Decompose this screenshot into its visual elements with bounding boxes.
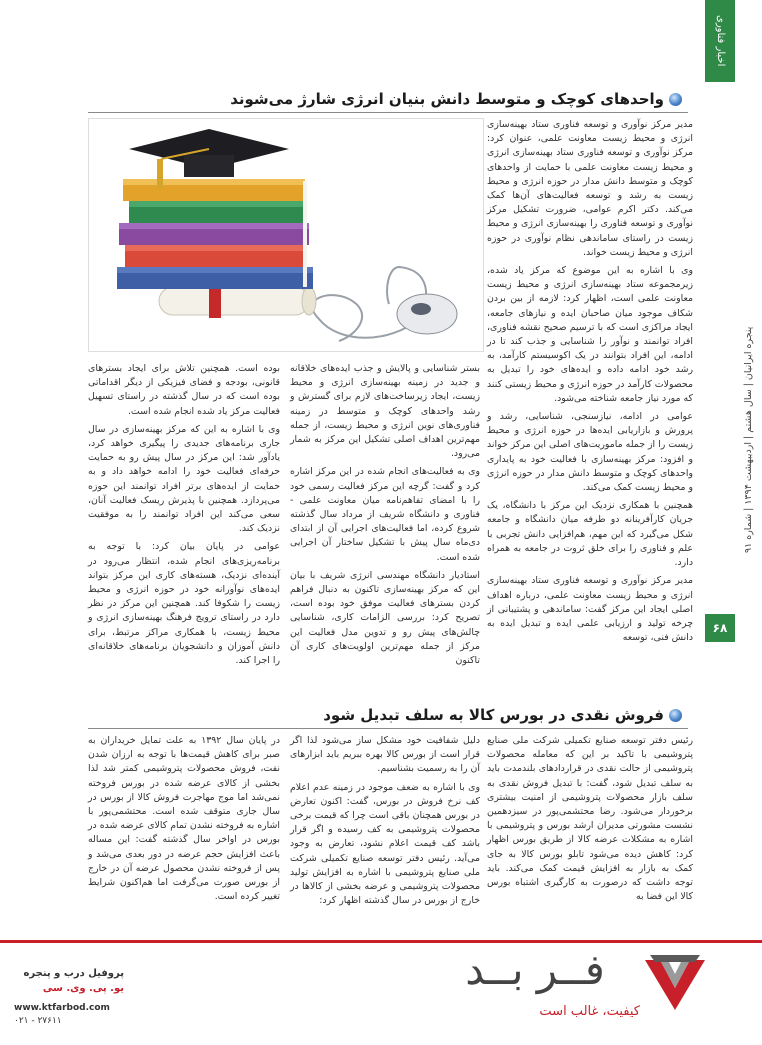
globe-bullet-icon — [669, 93, 682, 106]
paragraph: دلیل شفافیت خود مشکل ساز می‌شود لذا اگر قرار است از بورس کالا بهره ببریم باید ابزارهای آن را به رسمیت بشناسیم. — [290, 735, 480, 775]
paragraph: وی به فعالیت‌های انجام شده در این مرکز اشاره کرد و گفت: گرچه این مرکز فعالیت رسمی خود را با امضای تفاهم‌نامه میان معاونت علمی - فناوری و دانشگاه شریف از مرداد سال گذشته شروع کرده، اما فعالیت‌های اجرایی آن از ابتدای دی‌ماه سال پیش با تشکیل ساختار آن اجرایی شده است. — [290, 466, 480, 563]
books-illustration — [89, 119, 483, 351]
article2-rule — [88, 728, 688, 729]
paragraph: در پایان سال ۱۳۹۲ به علت تمایل خریداران به صبر برای کاهش قیمت‌ها با توجه به ارزان شدن نفت، فروش محصولات پتروشیمی کمتر شد لذا بخشی از کالای عرضه شده در بورس فروخته نمی‌شد اما موج مهاجرت فروش کالا از بورس در سال جاری متوقف شده است. محتشمی‌پور با اشاره به فروخته نشدن تمام کالای عرضه شده در بورس در اواخر سال گذشته گفت: این مساله باعث افزایش حجم عرضه در دور بعدی می‌شد و پس از فروخته نشدن محصول عرضه آن در خارج از بورس صورت می‌گرفت اما هم‌اکنون شرایط تغییر کرده است. — [88, 735, 280, 903]
paragraph: همچنین با همکاری نزدیک این مرکز با دانشگاه، یک جریان کارآفرینانه دو طرفه میان دانشگاه و جامعه شکل می‌گیرد که این مهم، هم‌افزایی دانش تجربی با علم و فناوری را برای خلق ثروت در جامعه به همراه دارد. — [487, 500, 693, 569]
ad-slogan: کیفیت، غالب است — [539, 1004, 640, 1019]
article2-column-1 — [487, 734, 693, 924]
ad-product-line-2: یو. پی. وی. سی — [42, 983, 124, 994]
article1-column-2 — [290, 362, 480, 667]
ad-phone: ۰۲۱ - ۲۷۶۱۱ — [14, 1016, 62, 1026]
paragraph: عوامی در پایان بیان کرد: با توجه به برنامه‌ریزی‌های انجام شده، انتظار می‌رود در آینده‌ای نزدیک، هسته‌های کاری این مرکز بتواند ایده‌های نوآورانه خود در حوزه انرژی و محیط زیست را شکوفا کند. همچنین این مرکز در نظر دارد در راستای ترویج فرهنگ بهینه‌سازی انرژی و محیط زیست، با همکاری مراکز مرتبط، برای دانش آموزان و دانشجویان برنامه‌های خلاقانه‌ای را اجرا کند. — [88, 541, 280, 667]
article1-column-3 — [88, 362, 280, 667]
ad-product-line-1: پروفیل درب و پنجره — [23, 968, 124, 979]
article1-rule — [88, 112, 688, 113]
section-tab-label: اخبار فناوری — [715, 15, 726, 67]
paragraph: عوامی در ادامه، نیازسنجی، شناسایی، رشد و پرورش و بازاریابی ایده‌ها در حوزه انرژی و محیط زیست را از جمله ماموریت‌های اصلی این مرکز خواند و افزود: مرکز بهینه‌سازی با فعالیت خود به پایداری واحدهای کوچک و متوسط دانش مدار در حوزه انرژی و محیط زیست کمک می‌کند. — [487, 411, 693, 494]
ad-brand: فــر بــد — [465, 945, 605, 994]
article2-column-3 — [88, 734, 280, 924]
paragraph: وی با اشاره به این موضوع که مرکز یاد شده، زیرمجموعه ستاد بهینه‌سازی انرژی و محیط زیست معاونت علمی است، اظهار کرد: لازمه از بین بردن شکاف موجود میان صاحبان ایده و نیازهای جامعه، ایجاد مراکزی است که با ترسیم صحیح نقشه فناوری، افراد توانمند و نوآور را شناسایی و جذب کند تا در ادامه، این افراد بتوانند در یک اکوسیستم کارآمد، به رشد خود ادامه داده و ایده‌های خود را تبدیل به محصولات کارآمد در حوزه انرژی و محیط زیستی کنند که مورد نیاز جامعه شناخته می‌شود. — [487, 265, 693, 404]
books-diploma-mouse-image — [88, 118, 484, 352]
ad-top-rule — [0, 940, 762, 943]
ad-website: www.ktfarbod.com — [14, 1003, 110, 1013]
paragraph: مدیر مرکز نوآوری و توسعه فناوری ستاد بهینه‌سازی انرژی و محیط زیست معاونت علمی، عنوان کرد: مرکز نوآوری و توسعه فناوری ستاد بهینه‌سازی انرژی و محیط زیست معاونت علمی با حمایت از واحدهای کوچک و متوسط دانش مدار در حوزه انرژی و محیط زیست به رشد و توسعه فعالیت‌های آن‌ها کمک می‌کند. دکتر اکرم عوامی، ضرورت تشکیل مرکز نوآوری و توسعه فناوری را بهینه‌سازی انرژی و محیط زیست در راستای ساماندهی نظام نوآوری در حوزه انرژی و محیط زیست خواند. — [487, 119, 693, 258]
paragraph: بستر شناسایی و پالایش و جذب ایده‌های خلاقانه و جدید در زمینه بهینه‌سازی انرژی و محیط زیست، ایجاد زیرساخت‌های لازم برای گسترش و رشد واحدهای کوچک و متوسط در زمینه فناوری‌های نوین انرژی و محیط زیست، از جمله مهم‌ترین اهداف اصلی تشکیل این مرکز به شمار می‌رود. — [290, 363, 480, 460]
issue-info: پنجره ایرانیان | سال هشتم | اردیبهشت ۱۳۹۴ | شماره ۹۱ — [743, 326, 754, 554]
paragraph: بوده است. همچنین تلاش برای ایجاد بسترهای قانونی، بودجه و فضای فیزیکی از دیگر اقداماتی بوده است که در سال گذشته در راستای تسهیل فعالیت مرکز یاد شده انجام شده است. — [88, 363, 280, 417]
article2-column-2 — [290, 734, 480, 924]
article1-title: واحدهای کوچک و متوسط دانش بنیان انرژی شارژ می‌شوند — [230, 90, 664, 108]
page-number: ۶۸ — [705, 614, 735, 642]
paragraph: وی با اشاره به ضعف موجود در زمینه عدم اعلام کف نرخ فروش در بورس، گفت: اکنون تعارض در بورس همچنان باقی است چرا که قیمت برخی محصولات پتروشیمی به کف رسیده و اگر قرار باشد کف قیمت اعلام نشود، تعارض به وجود می‌آید. رئیس دفتر توسعه صنایع تکمیلی شرکت ملی صنایع پتروشیمی با اشاره به افزایش تولید محصولات پتروشیمی و عرضه بخشی از کالاها در خارج از بورس در سال گذشته اظهار کرد: — [290, 781, 480, 907]
globe-bullet-icon — [669, 709, 682, 722]
paragraph: استادیار دانشگاه مهندسی انرژی شریف با بیان این که مرکز بهینه‌سازی تاکنون به دنبال فراهم کردن بسترهای فعالیت موفق خود بوده است، تصریح کرد: بررسی الزامات کاری، شناسایی چالش‌های پیش رو و تدوین مدل فعالیت این مرکز از جمله مهم‌ترین اولویت‌های کاری آن تاکنون — [290, 569, 480, 667]
farbod-logo-icon — [640, 950, 710, 1020]
section-tab — [705, 0, 735, 82]
paragraph: وی با اشاره به این که مرکز بهینه‌سازی در سال جاری برنامه‌های جدیدی را پیگیری خواهد کرد، یادآور شد: این مرکز در سال پیش رو به حمایت حرفه‌ای فعالیت خود را ادامه خواهد داد و به حمایت از ایده‌های برتر افراد توانمند این حوزه می‌پردازد. همچنین با پذیرش ریسک فعالیت آنان، سعی می‌کند این افراد توانمند را به موفقیت نزدیک کند. — [88, 423, 280, 535]
article1-column-1 — [487, 118, 693, 648]
paragraph: مدیر مرکز نوآوری و توسعه فناوری ستاد بهینه‌سازی انرژی و محیط زیست معاونت علمی، درباره اهداف اصلی ایجاد این مرکز گفت: ساماندهی و پشتیبانی از چرخه تولید و ارزیابی علمی ایده و تبدیل ایده به دانش فنی، توسعه — [487, 575, 693, 644]
article2-title: فروش نقدی در بورس کالا به سلف تبدیل شود — [323, 706, 664, 724]
paragraph: رئیس دفتر توسعه صنایع تکمیلی شرکت ملی صنایع پتروشیمی با تاکید بر این که معامله محصولات پتروشیمی از حالت نقدی در قراردادهای بلندمدت باید به سلف تبدیل شود، گفت: با تبدیل فروش نقدی به سلف بازار محصولات پتروشیمی از امنیت بیشتری برخوردار می‌شود. رضا محتشمی‌پور در سیزدهمین نشست مشورتی مدیران ارشد بورس و پتروشیمی با اشاره به مشکلات عرضه کالا از طریق بورس اظهار کرد: کاهش دیده می‌شود تابلو بورس کالا به جای کمک به بازار به افزایش قیمت کمک می‌کند. باید توجه داشت که درصورت به کارگیری اشتباه بورس کالا این فضا به — [487, 735, 693, 903]
